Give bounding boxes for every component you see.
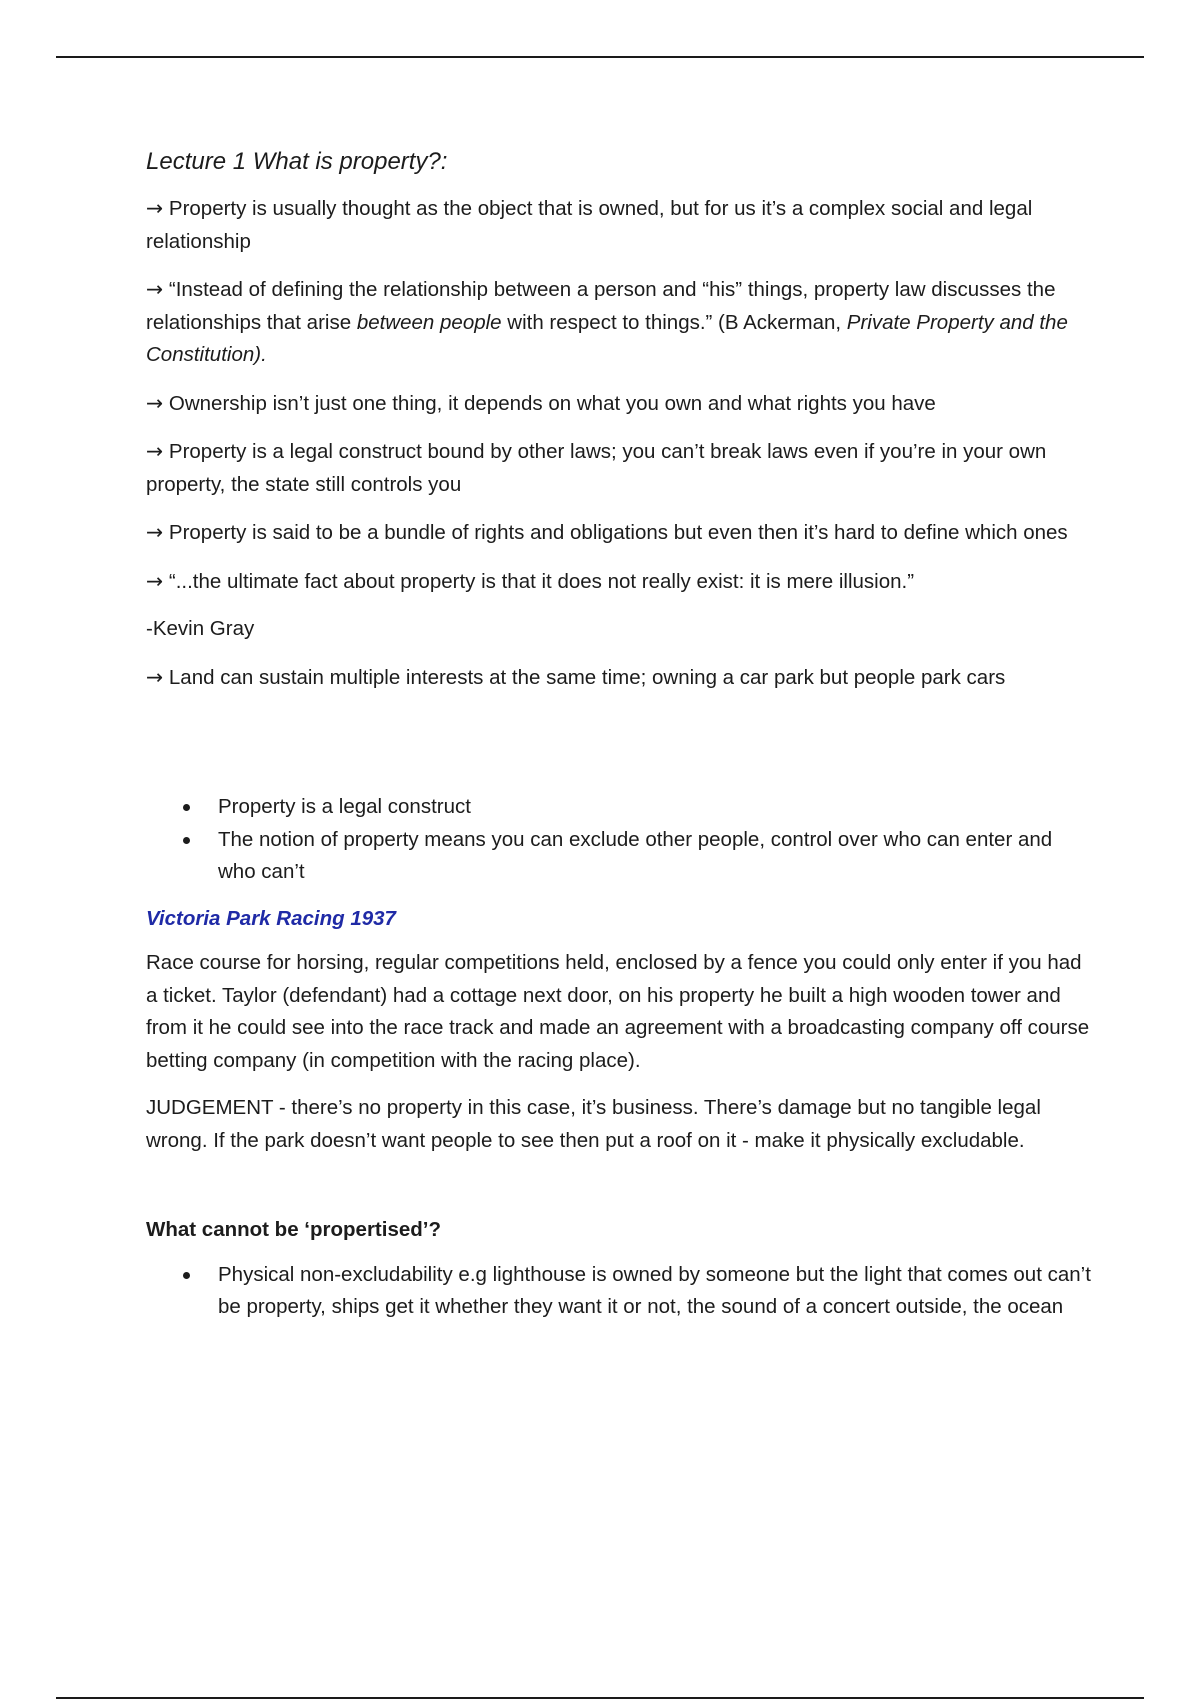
- arrow-point-text: “...the ultimate fact about property is that it does not really exist: it is mere illusion.”: [168, 569, 915, 593]
- arrow-icon: →: [146, 277, 164, 301]
- quote-source: Private Property and the Constitution).: [146, 310, 1068, 366]
- arrow-point-text: Property is said to be a bundle of rights and obligations but even then it’s hard to define which ones: [168, 521, 1068, 544]
- list-item-text: Property is a legal construct: [218, 795, 471, 818]
- quote-part-1: “Instead of defining the relationship between a person and “his” things, property law discusses the relationships that arise: [146, 278, 1056, 334]
- arrow-icon: →: [146, 664, 164, 689]
- quote-attribution: -Kevin Gray: [146, 617, 255, 640]
- arrow-point: [146, 565, 1092, 599]
- quote-emphasis: between people: [356, 310, 502, 334]
- list-item-text: The notion of property means you can exclude other people, control over who can enter and who can’t: [218, 827, 1053, 883]
- list-item: [146, 824, 1092, 889]
- arrow-point-text: Property is a legal construct bound by other laws; you can’t break laws even if you’re in your own property, the state still controls you: [146, 440, 1047, 496]
- list-item-text: Physical non-excludability e.g lighthouse is owned by someone but the light that comes out can’t be property, ships get it whether they want it or not, the sound of a concert outside, the ocean: [218, 1262, 1091, 1318]
- lecture-title: Lecture 1 What is property?:: [146, 148, 448, 175]
- intro-point: [146, 192, 1092, 258]
- bullet-icon: [183, 837, 190, 844]
- case-heading: Victoria Park Racing 1937: [146, 906, 396, 930]
- property-bullet-list: [146, 791, 1092, 889]
- spacer: [146, 1172, 1092, 1214]
- case-facts: Race course for horsing, regular competitions held, enclosed by a fence you could only enter if you had a ticket. Taylor (defendant) had a cottage next door, on his property he built a high wooden tower and from it he could see into the race track and made an agreement with a broadcasting company off course betting company (in competition with the racing place).: [146, 951, 1090, 1072]
- arrow-point: [146, 435, 1092, 501]
- non-property-bullet-list: [146, 1259, 1092, 1324]
- header-rule: [56, 56, 1144, 58]
- arrow-icon: →: [146, 439, 164, 463]
- list-item: [146, 791, 1092, 824]
- case-judgement: JUDGEMENT - there’s no property in this case, it’s business. There’s damage but no tangible legal wrong. If the park doesn’t want people to see then put a roof on it - make it physically excludable.: [146, 1096, 1041, 1152]
- arrow-point-text: Ownership isn’t just one thing, it depends on what you own and what rights you have: [168, 391, 936, 415]
- land-point-text: Land can sustain multiple interests at the same time; owning a car park but people park cars: [168, 665, 1006, 689]
- spacer: [146, 709, 1092, 791]
- bullet-icon: [183, 804, 190, 811]
- footer-rule: [56, 1697, 1144, 1699]
- bullet-icon: [183, 1272, 190, 1279]
- intro-text: Property is usually thought as the object that is owned, but for us it’s a complex social and legal relationship: [146, 197, 1033, 253]
- arrow-icon: →: [146, 196, 164, 220]
- land-point: [146, 661, 1092, 695]
- arrow-point: [146, 516, 1092, 550]
- section-heading: What cannot be ‘propertised’?: [146, 1218, 441, 1241]
- arrow-icon: →: [146, 568, 164, 593]
- arrow-point: [146, 387, 1092, 421]
- quote-part-2: with respect to things.” (B Ackerman,: [501, 310, 847, 334]
- document-body: [146, 145, 1092, 1338]
- ackerman-quote: [146, 273, 1092, 372]
- arrow-icon: →: [146, 520, 164, 544]
- list-item: [146, 1259, 1092, 1324]
- arrow-icon: →: [146, 390, 164, 415]
